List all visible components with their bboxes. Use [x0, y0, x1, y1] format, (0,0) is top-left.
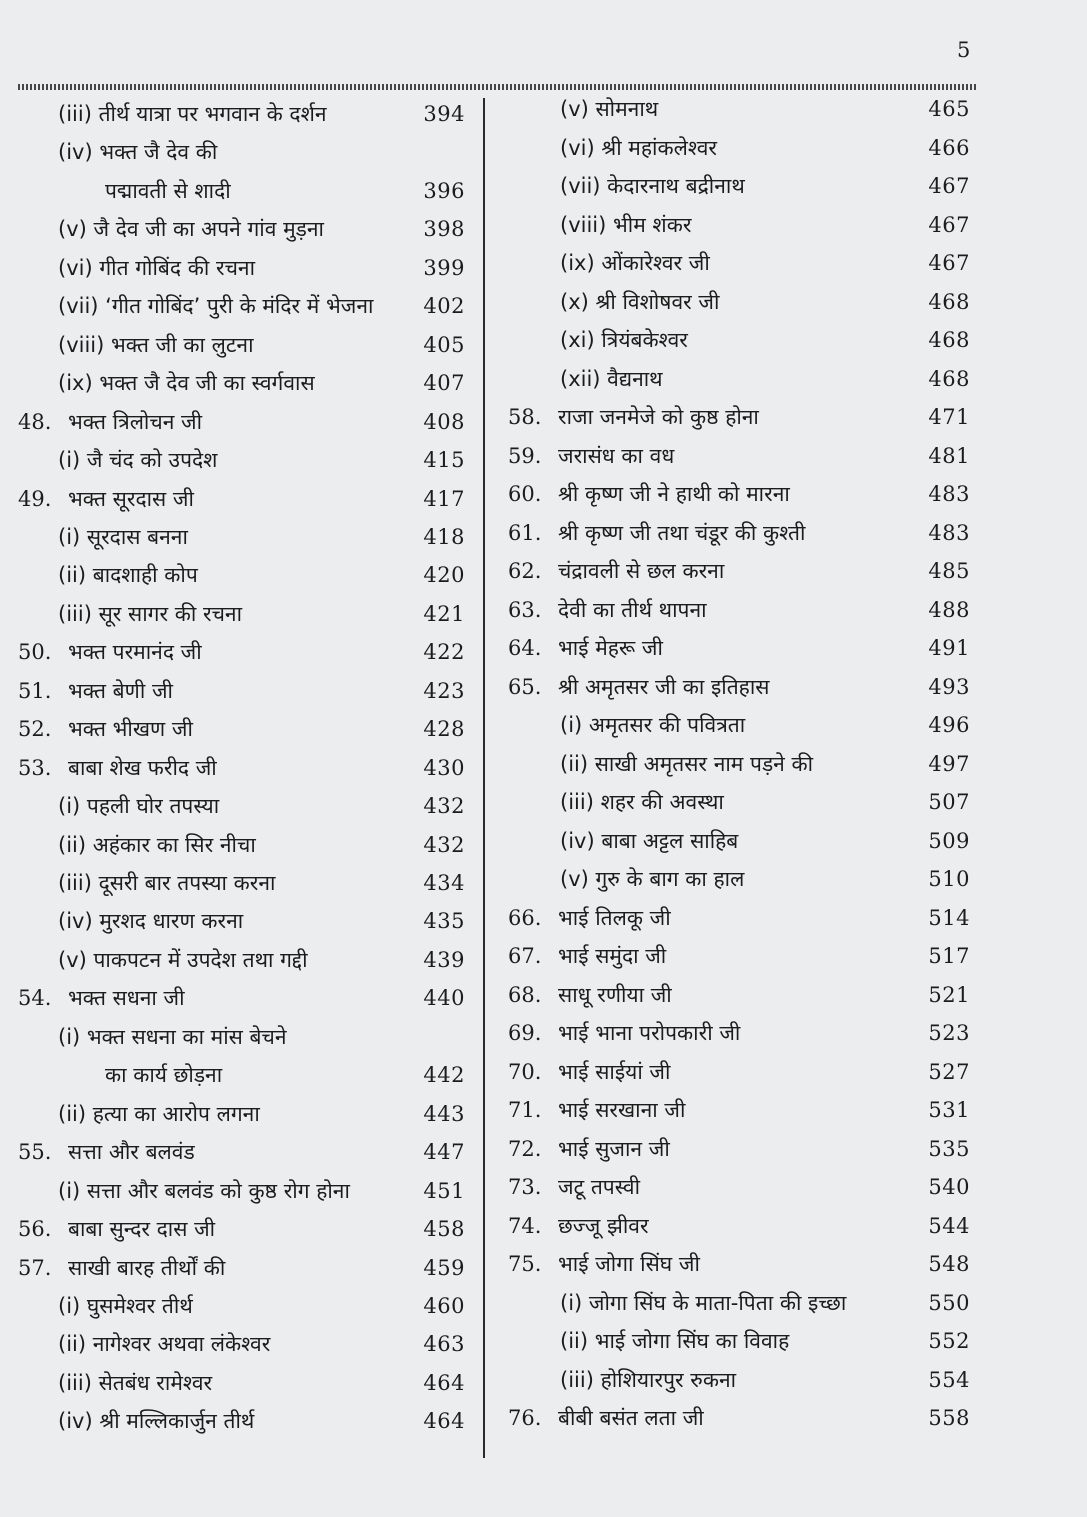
toc-entry [58, 1020, 465, 1054]
toc-entry [508, 1132, 970, 1166]
toc-entry [560, 824, 970, 858]
toc-entry [560, 208, 970, 242]
toc-entry [560, 1363, 970, 1397]
toc-entry [18, 751, 465, 785]
entry-page-number: 434 [423, 871, 465, 895]
entry-title: छज्जू झीवर [558, 1213, 649, 1238]
entry-title: (ix) भक्त जै देव जी का स्वर्गवास [58, 371, 315, 396]
entry-title: सत्ता और बलवंड [68, 1140, 195, 1165]
entry-title: भाई सुजान जी [558, 1136, 670, 1161]
entry-page-number: 415 [423, 448, 465, 473]
entry-page-number: 428 [423, 717, 465, 742]
toc-entry [560, 323, 970, 357]
entry-number: 49. [18, 486, 52, 511]
entry-title: (vii) ‘गीत गोबिंद’ पुरी के मंदिर में भेजना [58, 294, 374, 319]
entry-number: 66. [508, 905, 542, 930]
toc-entry [58, 866, 465, 900]
toc-entry [58, 520, 465, 554]
toc-entry [58, 1327, 465, 1361]
entry-page-number: 514 [928, 905, 970, 930]
toc-entry [58, 135, 465, 169]
entry-title: (ix) ओंकारेश्वर जी [560, 251, 710, 275]
entry-number: 71. [508, 1098, 542, 1122]
entry-page-number: 471 [928, 405, 970, 429]
entry-title: (xi) त्रियंबकेश्वर [560, 328, 688, 352]
entry-title: (v) गुरु के बाग का हाल [560, 867, 745, 891]
entry-page-number: 468 [928, 289, 970, 314]
entry-page-number: 550 [928, 1290, 970, 1315]
entry-page-number: 548 [928, 1252, 970, 1276]
entry-title: बाबा शेख फरीद जी [68, 755, 217, 780]
entry-title: श्री अमृतसर जी का इतिहास [558, 674, 770, 699]
entry-page-number: 399 [423, 255, 465, 280]
toc-entry [508, 593, 970, 627]
toc-entry [560, 862, 970, 896]
entry-page-number: 417 [423, 486, 465, 511]
toc-entry [58, 443, 465, 477]
entry-title: भक्त सधना जी [68, 986, 185, 1011]
toc-entry [560, 246, 970, 280]
entry-page-number: 540 [928, 1175, 970, 1199]
entry-number: 51. [18, 678, 52, 703]
entry-page-number: 465 [928, 97, 970, 121]
entry-page-number: 432 [423, 794, 465, 819]
entry-title: जरासंध का वध [558, 443, 675, 468]
entry-title: जटू तपस्वी [558, 1175, 641, 1199]
entry-title: राजा जनमेजे को कुष्ठ होना [558, 405, 759, 429]
entry-page-number: 467 [928, 251, 970, 275]
entry-title: साखी बारह तीर्थों की [68, 1255, 226, 1280]
entry-page-number: 440 [423, 986, 465, 1011]
entry-page-number: 467 [928, 174, 970, 198]
toc-entry [58, 943, 465, 977]
toc-entry [58, 558, 465, 592]
entry-number: 61. [508, 520, 542, 545]
entry-page-number: 447 [423, 1140, 465, 1165]
toc-entry [508, 1247, 970, 1281]
entry-page-number: 493 [928, 674, 970, 699]
entry-number: 57. [18, 1255, 52, 1280]
entry-number: 58. [508, 405, 542, 429]
toc-entry [508, 631, 970, 665]
entry-title: बीबी बसंत लता जी [558, 1406, 704, 1430]
toc-entry [18, 635, 465, 669]
entry-page-number: 521 [928, 982, 970, 1007]
toc-entry [18, 981, 465, 1015]
entry-page-number: 507 [928, 790, 970, 814]
entry-title: श्री कृष्ण जी तथा चंडूर की कुश्ती [558, 520, 806, 545]
entry-page-number: 558 [928, 1406, 970, 1430]
toc-entry [58, 597, 465, 631]
entry-title: (viii) भीम शंकर [560, 212, 692, 237]
toc-entry [58, 97, 465, 131]
entry-title: भक्त भीखण जी [68, 717, 193, 742]
entry-title: भाई मेहरू जी [558, 636, 663, 660]
toc-entry [560, 785, 970, 819]
entry-page-number: 552 [928, 1329, 970, 1353]
entry-title: भाई समुंदा जी [558, 944, 667, 968]
entry-title: (iii) होशियारपुर रुकना [560, 1367, 737, 1392]
toc-entry [508, 978, 970, 1012]
entry-number: 67. [508, 944, 542, 968]
entry-title: (viii) भक्त जी का लुटना [58, 332, 254, 357]
toc-entry [560, 747, 970, 781]
entry-page-number: 459 [423, 1255, 465, 1280]
page-number: 5 [957, 38, 971, 62]
entry-title: (ii) अहंकार का सिर नीचा [58, 832, 256, 857]
entry-title: (iii) शहर की अवस्था [560, 790, 724, 814]
entry-page-number: 468 [928, 328, 970, 352]
entry-number: 50. [18, 640, 52, 665]
entry-title: (ii) नागेश्वर अथवा लंकेश्वर [58, 1332, 271, 1357]
entry-page-number: 418 [423, 524, 465, 549]
toc-entry [560, 131, 970, 165]
entry-page-number: 435 [423, 909, 465, 934]
toc-entry [18, 1212, 465, 1246]
entry-title: (vii) केदारनाथ बद्रीनाथ [560, 174, 745, 198]
toc-entry [508, 1401, 970, 1435]
entry-title: (iv) बाबा अट्टल साहिब [560, 828, 739, 853]
toc-entry [508, 477, 970, 511]
toc-entry [18, 405, 465, 439]
entry-title: (ii) बादशाही कोप [58, 563, 198, 588]
entry-page-number: 407 [423, 371, 465, 396]
entry-number: 55. [18, 1140, 52, 1165]
entry-page-number: 430 [423, 755, 465, 780]
toc-entry [18, 482, 465, 516]
entry-number: 56. [18, 1217, 52, 1242]
entry-page-number: 408 [423, 409, 465, 434]
toc-entry [18, 712, 465, 746]
toc-entry [560, 169, 970, 203]
entry-page-number: 432 [423, 832, 465, 857]
entry-page-number: 509 [928, 828, 970, 853]
entry-title: (i) सूरदास बनना [58, 524, 188, 549]
toc-entry [560, 1324, 970, 1358]
entry-page-number: 468 [928, 366, 970, 391]
entry-page-number: 466 [928, 135, 970, 160]
entry-page-number: 398 [423, 217, 465, 242]
entry-page-number: 402 [423, 294, 465, 319]
entry-title: (iv) मुरशद धारण करना [58, 909, 244, 934]
entry-page-number: 451 [423, 1178, 465, 1203]
toc-entry [18, 674, 465, 708]
toc-entry [58, 789, 465, 823]
entry-number: 59. [508, 443, 542, 468]
entry-title: भाई तिलकू जी [558, 905, 671, 930]
toc-entry [105, 174, 465, 208]
toc-entry [58, 251, 465, 285]
entry-title: (x) श्री विशोषवर जी [560, 289, 720, 314]
toc-entry [508, 1209, 970, 1243]
toc-entry [508, 439, 970, 473]
entry-number: 64. [508, 636, 542, 660]
entry-page-number: 443 [423, 1101, 465, 1126]
entry-page-number: 544 [928, 1213, 970, 1238]
entry-title: भक्त बेणी जी [68, 678, 173, 703]
toc-entry [58, 328, 465, 362]
entry-page-number: 422 [423, 640, 465, 665]
entry-page-number: 481 [928, 443, 970, 468]
entry-number: 70. [508, 1059, 542, 1084]
entry-page-number: 396 [423, 178, 465, 203]
entry-title: साधू रणीया जी [558, 982, 672, 1007]
toc-entry [58, 289, 465, 323]
entry-page-number: 523 [928, 1021, 970, 1045]
entry-title: (i) पहली घोर तपस्या [58, 794, 220, 819]
entry-title: भाई साईयां जी [558, 1059, 671, 1084]
toc-entry [58, 1366, 465, 1400]
entry-title: (vi) श्री महांकलेश्वर [560, 135, 718, 160]
toc-entry [560, 1286, 970, 1320]
toc-entry [18, 1251, 465, 1285]
entry-title: (i) जोगा सिंघ के माता-पिता की इच्छा [560, 1290, 847, 1315]
entry-title: बाबा सुन्दर दास जी [68, 1217, 216, 1242]
entry-number: 74. [508, 1213, 542, 1238]
header-rule [18, 84, 976, 90]
entry-number: 73. [508, 1175, 542, 1199]
entry-title: (vi) गीत गोबिंद की रचना [58, 255, 256, 280]
entry-page-number: 423 [423, 678, 465, 703]
entry-page-number: 496 [928, 713, 970, 737]
entry-title: (v) पाकपटन में उपदेश तथा गद्दी [58, 947, 308, 972]
entry-title: (ii) साखी अमृतसर नाम पड़ने की [560, 751, 814, 776]
toc-entry [560, 285, 970, 319]
entry-title: भाई भाना परोपकारी जी [558, 1021, 741, 1045]
toc-entry [508, 901, 970, 935]
entry-page-number: 483 [928, 520, 970, 545]
entry-page-number: 442 [423, 1063, 465, 1088]
entry-title: (i) भक्त सधना का मांस बेचने [58, 1024, 287, 1049]
entry-number: 68. [508, 982, 542, 1007]
entry-page-number: 485 [928, 559, 970, 583]
column-divider [483, 98, 485, 1458]
entry-page-number: 554 [928, 1367, 970, 1392]
entry-title: (i) अमृतसर की पवित्रता [560, 713, 746, 737]
entry-title: (ii) भाई जोगा सिंघ का विवाह [560, 1329, 790, 1353]
entry-number: 69. [508, 1021, 542, 1045]
entry-title: देवी का तीर्थ थापना [558, 597, 707, 622]
entry-number: 62. [508, 559, 542, 583]
entry-number: 60. [508, 482, 542, 506]
entry-title: भक्त परमानंद जी [68, 640, 202, 665]
entry-number: 76. [508, 1406, 542, 1430]
entry-page-number: 467 [928, 212, 970, 237]
entry-title: (iv) श्री मल्लिकार्जुन तीर्थ [58, 1409, 255, 1434]
entry-page-number: 420 [423, 563, 465, 588]
entry-number: 52. [18, 717, 52, 742]
entry-page-number: 405 [423, 332, 465, 357]
entry-number: 72. [508, 1136, 542, 1161]
entry-page-number: 464 [423, 1409, 465, 1434]
toc-entry [508, 670, 970, 704]
entry-title: (iii) तीर्थ यात्रा पर भगवान के दर्शन [58, 102, 327, 126]
entry-number: 63. [508, 597, 542, 622]
toc-entry [58, 904, 465, 938]
entry-title: भाई सरखाना जी [558, 1098, 686, 1122]
toc-entry [58, 1404, 465, 1438]
entry-title: (i) सत्ता और बलवंड को कुष्ठ रोग होना [58, 1178, 350, 1203]
entry-page-number: 531 [928, 1098, 970, 1122]
toc-entry [508, 554, 970, 588]
toc-entry [508, 1055, 970, 1089]
entry-page-number: 497 [928, 751, 970, 776]
entry-number: 75. [508, 1252, 542, 1276]
toc-entry [58, 828, 465, 862]
toc-entry [58, 212, 465, 246]
entry-number: 53. [18, 755, 52, 780]
entry-title: (iii) दूसरी बार तपस्या करना [58, 871, 276, 895]
toc-entry [58, 1174, 465, 1208]
entry-title: (xii) वैद्यनाथ [560, 366, 663, 391]
entry-number: 65. [508, 674, 542, 699]
entry-title: भक्त सूरदास जी [68, 486, 194, 511]
toc-entry [508, 1016, 970, 1050]
entry-page-number: 483 [928, 482, 970, 506]
toc-entry [560, 362, 970, 396]
entry-page-number: 460 [423, 1293, 465, 1318]
toc-entry [508, 400, 970, 434]
entry-page-number: 439 [423, 947, 465, 972]
entry-page-number: 510 [928, 867, 970, 891]
toc-entry [58, 1097, 465, 1131]
entry-title: (iv) भक्त जै देव की [58, 140, 218, 165]
entry-title: (i) घुसमेश्वर तीर्थ [58, 1293, 193, 1318]
toc-entry [508, 1093, 970, 1127]
entry-title: (ii) हत्या का आरोप लगना [58, 1101, 260, 1126]
entry-page-number: 535 [928, 1136, 970, 1161]
entry-page-number: 488 [928, 597, 970, 622]
toc-entry [560, 708, 970, 742]
toc-entry [508, 939, 970, 973]
entry-page-number: 527 [928, 1059, 970, 1084]
entry-title: भक्त त्रिलोचन जी [68, 409, 203, 434]
entry-page-number: 458 [423, 1217, 465, 1242]
toc-entry [508, 1170, 970, 1204]
toc-entry [18, 1135, 465, 1169]
entry-page-number: 464 [423, 1370, 465, 1395]
entry-title: (i) जै चंद को उपदेश [58, 448, 218, 473]
entry-title: (iii) सूर सागर की रचना [58, 601, 243, 626]
toc-entry [58, 366, 465, 400]
toc-entry [508, 516, 970, 550]
entry-title: चंद्रावली से छल करना [558, 559, 725, 583]
entry-title: (v) सोमनाथ [560, 97, 659, 121]
toc-entry [560, 92, 970, 126]
entry-number: 48. [18, 409, 52, 434]
entry-title: श्री कृष्ण जी ने हाथी को मारना [558, 482, 790, 506]
entry-page-number: 491 [928, 636, 970, 660]
entry-page-number: 517 [928, 944, 970, 968]
entry-page-number: 421 [423, 601, 465, 626]
entry-title: का कार्य छोड़ना [105, 1063, 223, 1088]
entry-title: पद्मावती से शादी [105, 178, 231, 203]
entry-title: (v) जै देव जी का अपने गांव मुड़ना [58, 217, 324, 242]
toc-entry [105, 1058, 465, 1092]
entry-title: भाई जोगा सिंघ जी [558, 1252, 700, 1276]
toc-entry [58, 1289, 465, 1323]
entry-page-number: 463 [423, 1332, 465, 1357]
entry-page-number: 394 [423, 102, 465, 126]
entry-title: (iii) सेतबंध रामेश्वर [58, 1370, 213, 1395]
entry-number: 54. [18, 986, 52, 1011]
